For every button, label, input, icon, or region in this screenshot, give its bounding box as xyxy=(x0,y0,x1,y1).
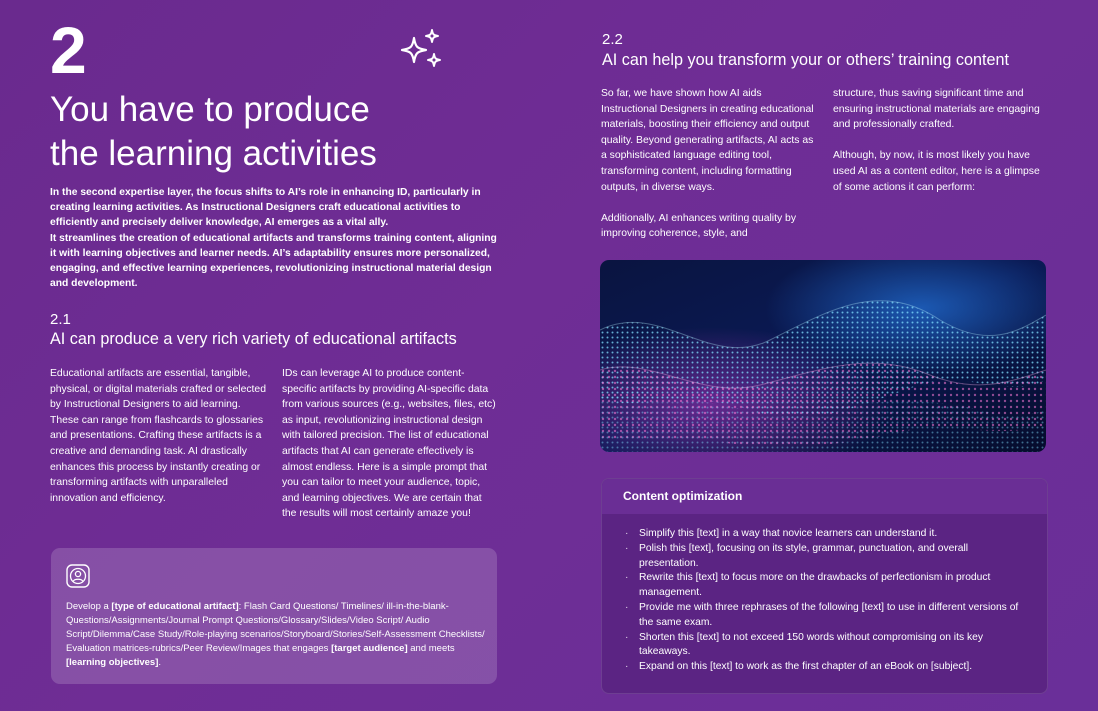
chapter-number: 2 xyxy=(50,13,88,87)
section-2-2-title: AI can help you transform your or others’ training content xyxy=(602,51,1009,69)
section-2-2-column-2 xyxy=(833,86,1048,195)
prompt-text-part-3: and meets xyxy=(407,643,455,654)
list-item: · Polish this [text], focusing on its style, grammar, punctuation, and overall presentation. xyxy=(639,542,1029,572)
section-2-2-column-2-paragraph-1: structure, thus saving significant time and ensuring instructional materials are engaging and professionally crafted. xyxy=(833,88,1040,131)
section-2-2-column-1 xyxy=(601,86,817,242)
list-item: · Expand on this [text] to work as the first chapter of an eBook on [subject]. xyxy=(639,660,1029,675)
section-2-1-column-1 xyxy=(50,366,266,506)
section-2-1-number: 2.1 xyxy=(50,311,71,328)
content-optimization-box xyxy=(601,478,1048,694)
section-2-2-number: 2.2 xyxy=(602,31,623,48)
prompt-placeholder-artifact-type: [type of educational artifact] xyxy=(111,601,239,612)
prompt-text-part-1: Develop a xyxy=(66,601,112,612)
heading-line-2: the learning activities xyxy=(50,134,377,173)
sparkle-icon xyxy=(398,28,446,72)
prompt-text-part-2: : Flash Card Questions/ Timelines/ ill-in-the-blank-Questions/Assignments/Journal Prompt Questions/Glossary/Slides/Video Script/ Audio Script/Dilemma/Case Study/Role-playing scenarios/Storyboard/Stories/Self-Assessment Checklists/ Evaluation matrices-rubrics/Peer Review/Images that engages xyxy=(66,601,485,654)
section-2-2-column-1-paragraph-1: So far, we have shown how AI aids Instructional Designers in creating educational materials, boosting their efficiency and output quality. Beyond generating artifacts, AI acts as a sophisticated language editing tool, transforming content, including formatting outputs, in diverse ways. xyxy=(601,88,814,193)
intro-paragraph-2: It streamlines the creation of educational artifacts and transforms training content, aligning it with learning objectives and learner needs. AI’s adaptability ensures more personalized, engaging, and effective learning experiences, revolutionizing instructional material design and development. xyxy=(50,232,497,290)
section-2-1-title: AI can produce a very rich variety of educational artifacts xyxy=(50,330,457,348)
prompt-placeholder-learning-objectives: [learning objectives] xyxy=(66,657,159,668)
section-2-1-column-2 xyxy=(282,366,498,522)
content-optimization-title: Content optimization xyxy=(602,479,1047,514)
prompt-placeholder-target-audience: [target audience] xyxy=(331,643,408,654)
prompt-text xyxy=(66,600,486,670)
prompt-text-part-4: . xyxy=(158,657,162,668)
digital-wave-illustration xyxy=(600,260,1046,452)
intro-paragraph-1: In the second expertise layer, the focus shifts to AI’s role in enhancing ID, particularly in creating learning activities. As Instructional Designers craft educational activities to efficiently and precisely deliver knowledge, AI emerges as a vital ally. xyxy=(50,187,481,229)
section-2-1-column-2-text: IDs can leverage AI to produce content-specific artifacts by providing AI-specific data from various sources (e.g., websites, files, etc) as input, revolutionizing instructional design with tailored precision. The list of educational artifacts that AI can generate effectively is almost endless. Here is a simple prompt that you can tailor to meet your audience, topic, and learning objectives. We are certain that the results will most certainly amaze you! xyxy=(282,368,496,520)
section-2-1-column-1-text: Educational artifacts are essential, tangible, physical, or digital materials crafted or selected by Instructional Designers to aid learning. These can range from flashcards to glossaries and presentations. Crafting these artifacts is a creative and demanding task. AI drastically enhances this process by instantly creating or transforming artifacts with unparalleled innovation and efficiency. xyxy=(50,368,266,504)
list-item: · Provide me with three rephrases of the following [text] to use in different versions of the same exam. xyxy=(639,601,1029,631)
list-item: · Shorten this [text] to not exceed 150 words without compromising on its key takeaways. xyxy=(639,631,1029,661)
prompt-box xyxy=(51,548,497,684)
user-circle-icon xyxy=(66,564,90,588)
list-item: · Simplify this [text] in a way that novice learners can understand it. xyxy=(639,527,1029,542)
intro-paragraph xyxy=(50,185,500,291)
heading-line-1: You have to produce xyxy=(50,90,370,129)
list-item: · Rewrite this [text] to focus more on the drawbacks of perfectionism in product management. xyxy=(639,571,1029,601)
content-optimization-list xyxy=(602,514,1029,675)
page-heading xyxy=(50,88,530,176)
section-2-2-column-1-paragraph-2: Additionally, AI enhances writing quality by improving coherence, style, and xyxy=(601,212,797,240)
digital-wave-image xyxy=(600,260,1046,452)
section-2-2-column-2-paragraph-2: Although, by now, it is most likely you have used AI as a content editor, here is a glimpse of some actions it can perform: xyxy=(833,150,1040,193)
